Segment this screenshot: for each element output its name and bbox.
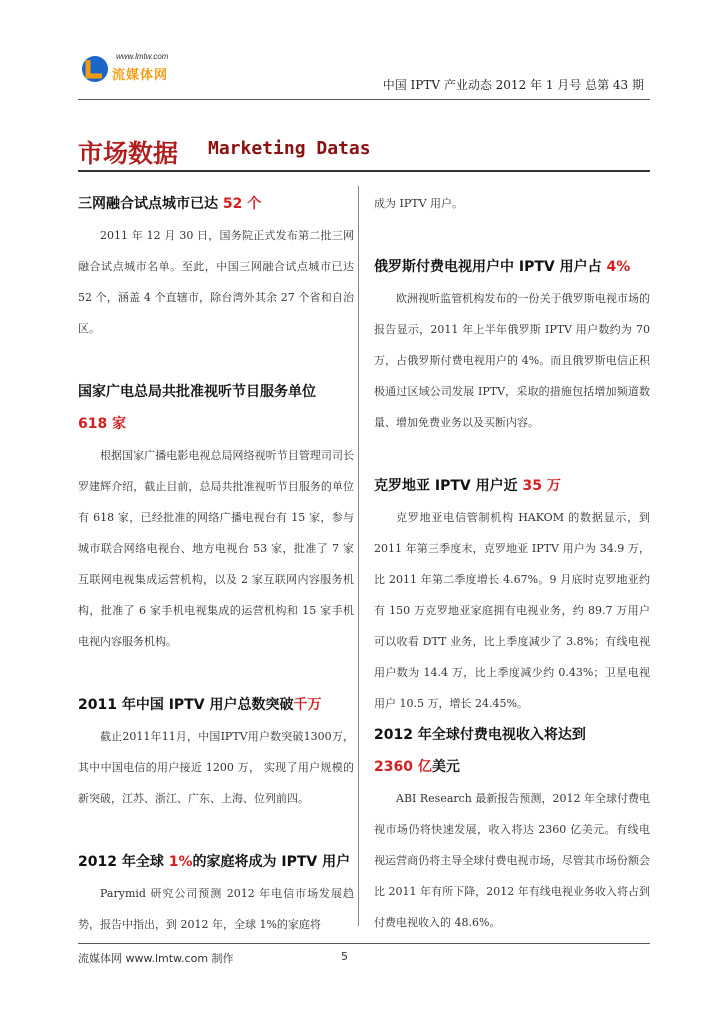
article-title: 克罗地亚 IPTV 用户近 35 万 [374,478,561,494]
article-pilot-cities [78,188,354,344]
article-title: 三网融合试点城市已达 52 个 [78,196,262,212]
issue-info: 中国 IPTV 产业动态 2012 年 1 月号 总第 43 期 [382,78,644,92]
article-title: 2012 年全球付费电视收入将达到 2360 亿美元 [374,727,586,775]
article-body: Parymid 研究公司预测 2012 年电信市场发展趋势，报告中指出，到 2012 年，全球 1%的家庭将 [78,887,354,931]
article-sarft-approvals [78,376,354,657]
article-paytv-revenue [374,719,650,938]
article-title: 2012 年全球 1%的家庭将成为 IPTV 用户 [78,854,351,870]
column-divider [358,186,359,926]
article-body: 克罗地亚电信管制机构 HAKOM 的数据显示，到 2011 年第三季度末，克罗地亚 IPTV 用户为 34.9 万，比 2011 年第二季度增长 4.67%。9 月底时克罗地亚约有 150 万克罗地亚家庭拥有电视业务，约 89.7 万用户可以收看 DTT 业务，比上季度减少了 3.8%；有线电视用户数为 14.4 万，比上季度减少约 0.43%；卫星电视用户 10.5 万，增长 24.45%。 [374,511,650,710]
article-china-iptv [78,689,354,814]
article-title: 国家广电总局共批准视听节目服务单位 618 家 [78,384,316,432]
section-subtitle: Marketing Datas [208,138,371,159]
header-divider [78,99,650,100]
logo-name: 流媒体网 [112,68,169,83]
footer-divider [78,943,650,944]
article-croatia-iptv [374,470,650,719]
article-body-continued: 成为 IPTV 用户。 [374,197,464,210]
article-body: 欧洲视听监管机构发布的一份关于俄罗斯电视市场的报告显示，2011 年上半年俄罗斯 IPTV 用户数约为 70 万，占俄罗斯付费电视用户的 4%。而且俄罗斯电信正积极通过区域公司发展 IPTV，采取的措施包括增加频道数量、增加免费业务以及买断内容。 [374,292,650,429]
article-body: ABI Research 最新报告预测，2012 年全球付费电视市场仍将快速发展，收入将达 2360 亿美元。有线电视运营商仍将主导全球付费电视市场，尽管其市场份额会比 2011 年有所下降，2012 年有线电视业务收入将占到付费电视收入的 48.6%。 [374,792,650,929]
footer-credit: 流媒体网 www.lmtw.com 制作 [78,952,234,965]
page-number: 5 [341,950,348,963]
section-title: 市场数据 [78,139,179,168]
article-global-iptv [78,846,354,940]
right-column [374,188,650,938]
logo-url: www.lmtw.com [116,52,169,61]
article-body: 截止2011年11月，中国IPTV用户数突破1300万，其中中国电信的用户接近 1200 万， 实现了用户规模的新突破，江苏、浙江、广东、上海、位列前四。 [78,730,354,805]
section-divider [78,170,650,172]
article-title: 2011 年中国 IPTV 用户总数突破千万 [78,697,322,713]
article-title: 俄罗斯付费电视用户中 IPTV 用户占 4% [374,259,631,275]
left-column [78,188,354,940]
logo-icon [80,54,110,84]
article-body: 根据国家广播电影电视总局网络视听节目管理司司长罗建辉介绍，截止目前，总局共批准视听节目服务的单位有 618 家，已经批准的网络广播电视台有 15 家，参与城市联合网络电视台、地方电视台 53 家，批准了 7 家互联网电视集成运营机构，以及 2 家互联网内容服务机构，批准了 6 家手机电视集成的运营机构和 15 家手机电视内容服务机构。 [78,449,354,648]
article-body: 2011 年 12 月 30 日，国务院正式发布第二批三网融合试点城市名单。至此，中国三网融合试点城市已达 52 个，涵盖 4 个直辖市，除台湾外其余 27 个省和自治区。 [78,229,354,335]
article-russia-iptv [374,251,650,438]
